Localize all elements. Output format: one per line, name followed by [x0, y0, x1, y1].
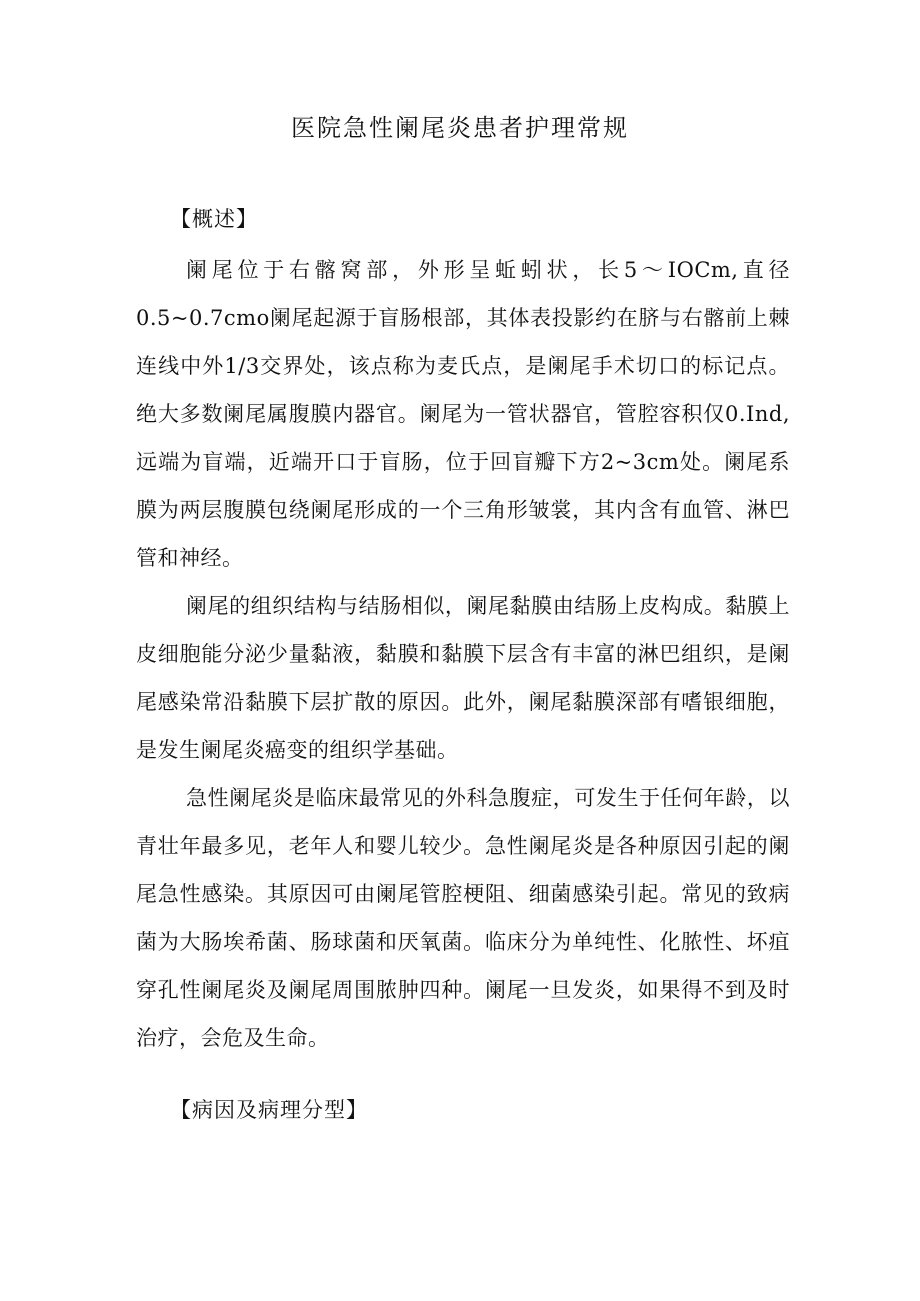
section-heading-overview: 【概述】	[170, 207, 258, 231]
section-heading-etiology: 【病因及病理分型】	[170, 1098, 368, 1122]
document-title: 医院急性阑尾炎患者护理常规	[291, 114, 629, 142]
paragraph-appendix-histology: 阑尾的组织结构与结肠相似，阑尾黏膜由结肠上皮构成。黏膜上皮细胞能分泌少量黏液，黏膜和黏膜下层含有丰富的淋巴组织，是阑尾感染常沿黏膜下层扩散的原因。此外，阑尾黏膜深部有嗜银细胞，是发生阑尾炎癌变的组织学基础。	[136, 594, 790, 762]
paragraph-acute-appendicitis: 急性阑尾炎是临床最常见的外科急腹症，可发生于任何年龄，以青壮年最多见，老年人和婴儿较少。急性阑尾炎是各种原因引起的阑尾急性感染。其原因可由阑尾管腔梗阻、细菌感染引起。常见的致病菌为大肠埃希菌、肠球菌和厌氧菌。临床分为单纯性、化脓性、坏疽穿孔性阑尾炎及阑尾周围脓肿四种。阑尾一旦发炎，如果得不到及时治疗，会危及生命。	[136, 786, 790, 1050]
paragraph-appendix-anatomy: 阑尾位于右髂窝部，外形呈蚯蚓状，长5～IOCm,直径0.5~0.7cmo阑尾起源于盲肠根部，其体表投影约在脐与右髂前上棘连线中外1/3交界处，该点称为麦氏点，是阑尾手术切口的标记点。绝大多数阑尾属腹膜内器官。阑尾为一管状器官，管腔容积仅0.Ind,远端为盲端，近端开口于盲肠，位于回盲瓣下方2~3cm处。阑尾系膜为两层腹膜包绕阑尾形成的一个三角形皱裳，其内含有血管、淋巴管和神经。	[136, 258, 790, 570]
